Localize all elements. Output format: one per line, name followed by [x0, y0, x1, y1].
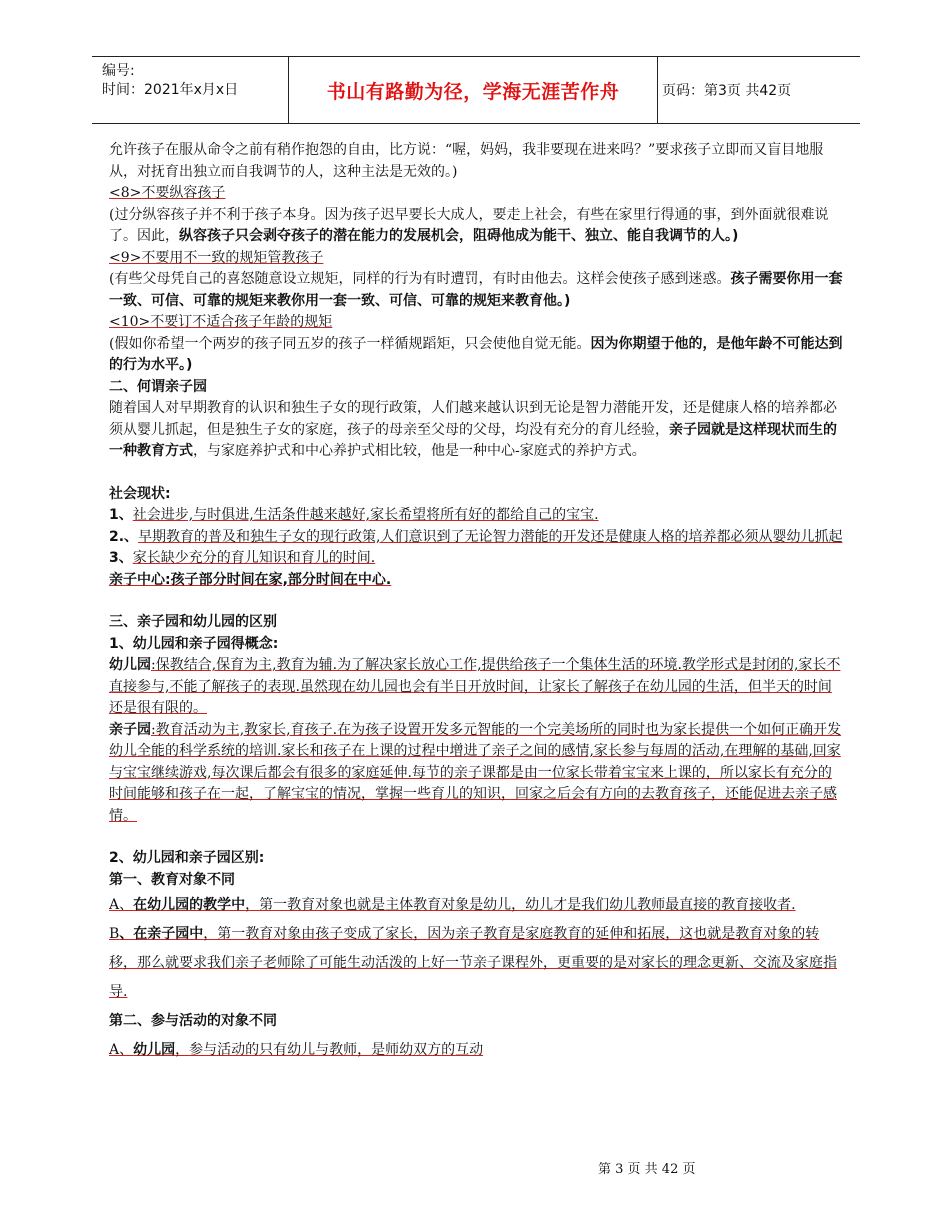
kindergarten-text: :保教结合,保育为主,教育为辅.为了解决家长放心工作,提供给孩子一个集体生活的环境.教学形式是封闭的,家长不直接参与,不能了解孩子的表现.虽然现在幼儿园也会有半日开放时间，让家长了解孩子在幼儿园的生活，但半天的时间还是很有限的。 [109, 657, 841, 716]
rule-10-paragraph [109, 334, 844, 377]
rule-8-title: <8>不要纵容孩子 [109, 185, 226, 201]
header-meta [92, 57, 288, 123]
difference-2-title: 第二、参与活动的对象不同 [109, 1013, 277, 1029]
header-page-cell [656, 57, 860, 123]
parent-child-label: 亲子园 [109, 721, 151, 738]
social-item-2 [109, 527, 844, 549]
rule-10-text: (假如你希望一个两岁的孩子同五岁的孩子一样循规蹈矩，只会使他自觉无能。 [109, 335, 591, 352]
parent-child-text: :教育活动为主,教家长,育孩子.在为孩子设置开发多元智能的一个完美场所的同时也为家长提供一个如何正确开发幼儿全能的科学系统的培训.家长和孩子在上课的过程中增进了亲子之间的感情,家长参与每周的活动,在理解的基础,回家与宝宝继续游戏,每次课后都会有很多的家庭延伸.每节的亲子课都是由一位家长带着宝宝来上课的，所以家长有充分的时间能够和孩子在一起，了解宝宝的情况，掌握一些育儿的知识，回家之后会有方向的去教育孩子，还能促进去亲子感情。 [109, 721, 842, 824]
social-item-2-text: 早期教育的普及和独生子女的现行政策,人们意识到了无论智力潜能的开发还是健康人格的培养都必须从婴幼儿抓起 [138, 528, 843, 545]
section-2-text: 随着国人对早期教育的认识和独生子女的现行政策，人们越来越认识到无论是智力潜能开发，还是健康人格的培养都必须从婴儿抓起，但是独生子女的家庭，孩子的母亲至父母的父母，均没有充分的育儿经验， [109, 400, 837, 438]
social-item-3-text: 家长缺少充分的育儿知识和育儿的时间. [132, 550, 376, 566]
social-item-3-num: 3、 [109, 550, 133, 566]
section-2-bold: 亲子园就是这样现状而生的一种教育方式 [109, 421, 837, 459]
rule-9-bold: 孩子需要你用一套一致、可信、可靠的规矩来教你用一套一致、可信、可靠的规矩来教育他。) [109, 271, 843, 309]
section-2-paragraph [109, 398, 844, 463]
rule-8-text: (过分纵容孩子并不利于孩子本身。因为孩子迟早要长大成人，要走上社会，有些在家里行得通的事，到外面就很难说了。因此， [109, 206, 829, 244]
social-item-2-num: 2.、 [109, 528, 139, 545]
kindergarten-paragraph [109, 655, 844, 720]
rule-10-title: <10>不要订不适合孩子年龄的规矩 [109, 314, 333, 330]
rule-8-paragraph [109, 205, 844, 248]
difference-2-a-text: ，参与活动的只有幼儿与教师，是师幼双方的互动 [175, 1042, 484, 1058]
kindergarten-label: 幼儿园 [109, 657, 151, 673]
section-3-title: 三、亲子园和幼儿园的区别 [109, 614, 277, 630]
difference-1-b-label: B [109, 926, 120, 942]
time-label: 时间：2021年x月x日 [102, 82, 239, 98]
difference-1-b-text: ，第一教育对象由孩子变成了家长，因为亲子教育是家庭教育的延伸和拓展，这也就是教育对象的转移，那么就要求我们亲子老师除了可能生动活泼的上好一节亲子课程外，更重要的是对家长的理念更新、交流及家庭指导. [109, 926, 837, 1000]
rule-9-paragraph [109, 269, 844, 312]
rule-10-bold: 因为你期望于他的，是他年龄不可能达到的行为水平。) [109, 335, 843, 373]
difference-2-a-label: A、 [109, 1042, 134, 1058]
difference-1-a-text: ，第一教育对象也就是主体教育对象是幼儿，幼儿才是我们幼儿教师最直接的教育接收者. [245, 897, 796, 913]
header-motto-cell [288, 57, 658, 123]
social-item-1-text: 社会进步,与时俱进,生活条件越来越好,家长希望将所有好的都给自己的宝宝. [132, 507, 599, 523]
section-3-sub-1: 1、幼儿园和亲子园得概念: [109, 635, 279, 652]
social-item-1 [109, 505, 844, 527]
document-body [109, 140, 844, 1065]
social-item-3 [109, 548, 844, 570]
difference-1-b-bold: 、在亲子园中 [119, 926, 204, 942]
center-definition: 亲子中心:孩子部分时间在家,部分时间在中心. [109, 571, 392, 588]
section-3-sub-2: 2、幼儿园和亲子园区别: [109, 850, 265, 866]
section-2-title: 二、何谓亲子园 [109, 378, 207, 395]
difference-1-a-bold: 在幼儿园的教学中 [133, 897, 246, 913]
parent-child-paragraph [109, 720, 844, 828]
social-title: 社会现状: [109, 485, 171, 502]
page-footer: 第 3 页 共 42 页 [598, 1162, 696, 1177]
number-label: 编号: [102, 63, 135, 79]
header-motto: 书山有路勤为径，学海无涯苦作舟 [326, 80, 620, 103]
intro-paragraph: 允许孩子在服从命令之前有稍作抱怨的自由，比方说：“喔，妈妈，我非要现在进来吗？”要求孩子立即而又盲目地服从，对抚育出独立而自我调节的人，这种主法是无效的。) [109, 142, 824, 180]
header-page-info: 页码：第3页 共42页 [662, 83, 792, 99]
difference-1-b [109, 920, 844, 1007]
section-2-text-end: ，与家庭养护式和中心养护式相比较，他是一种中心-家庭式的养护方式。 [193, 443, 646, 459]
page-header [92, 56, 860, 124]
difference-1-title: 第一、教育对象不同 [109, 871, 235, 888]
rule-9-text: (有些父母凭自己的喜怒随意设立规矩，同样的行为有时遭罚，有时由他去。这样会使孩子感到迷惑。 [109, 271, 731, 287]
rule-9-title: <9>不要用不一致的规矩管教孩子 [109, 249, 324, 266]
rule-8-bold: 纵容孩子只会剥夺孩子的潜在能力的发展机会，阻碍他成为能干、独立、能自我调节的人。) [179, 228, 739, 244]
social-item-1-num: 1、 [109, 507, 133, 523]
difference-1-a [109, 891, 844, 920]
difference-2-a-bold: 幼儿园 [133, 1042, 176, 1058]
difference-2-a [109, 1036, 844, 1065]
difference-1-a-label: A、 [109, 897, 134, 913]
